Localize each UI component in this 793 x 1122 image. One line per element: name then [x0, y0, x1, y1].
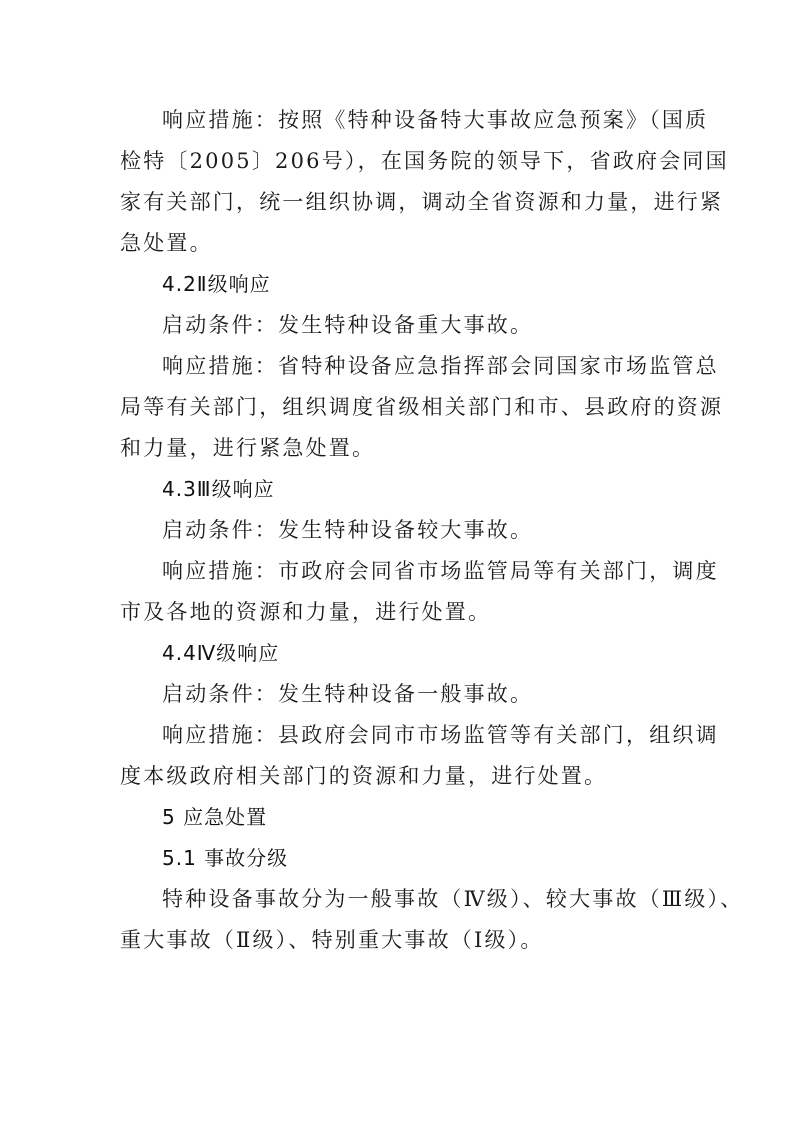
- paragraph-line: 家有关部门，统一组织协调，调动全省资源和力量，进行紧: [120, 190, 724, 214]
- paragraph-line: 启动条件：发生特种设备较大事故。: [162, 518, 534, 542]
- paragraph-line: 度本级政府相关部门的资源和力量，进行处置。: [120, 764, 608, 788]
- section-heading-5-1: 5.1 事故分级: [162, 846, 289, 870]
- paragraph-line: 检特〔2005〕206号），在国务院的领导下，省政府会同国: [120, 149, 729, 173]
- paragraph-line: 响应措施：按照《特种设备特大事故应急预案》（国质: [162, 108, 709, 132]
- paragraph-line: 响应措施：省特种设备应急指挥部会同国家市场监管总: [162, 354, 719, 378]
- section-heading-4-4: 4.4Ⅳ级响应: [162, 641, 280, 665]
- section-heading-4-3: 4.3Ⅲ级响应: [162, 477, 275, 501]
- paragraph-line: 启动条件：发生特种设备重大事故。: [162, 313, 534, 337]
- paragraph-line: 急处置。: [120, 231, 213, 255]
- paragraph-line: 响应措施：市政府会同省市场监管局等有关部门，调度: [162, 559, 719, 583]
- paragraph-line: 市及各地的资源和力量，进行处置。: [120, 600, 492, 624]
- paragraph-line: 和力量，进行紧急处置。: [120, 436, 376, 460]
- paragraph-line: 特种设备事故分为一般事故（Ⅳ级）、较大事故（Ⅲ级）、: [162, 887, 744, 911]
- paragraph-line: 响应措施：县政府会同市市场监管等有关部门，组织调: [162, 723, 719, 747]
- paragraph-line: 局等有关部门，组织调度省级相关部门和市、县政府的资源: [120, 395, 724, 419]
- paragraph-line: 重大事故（Ⅱ级）、特别重大事故（Ⅰ级）。: [120, 928, 544, 952]
- section-heading-5: 5 应急处置: [162, 805, 268, 829]
- paragraph-line: 启动条件：发生特种设备一般事故。: [162, 682, 534, 706]
- section-heading-4-2: 4.2Ⅱ级响应: [162, 272, 271, 296]
